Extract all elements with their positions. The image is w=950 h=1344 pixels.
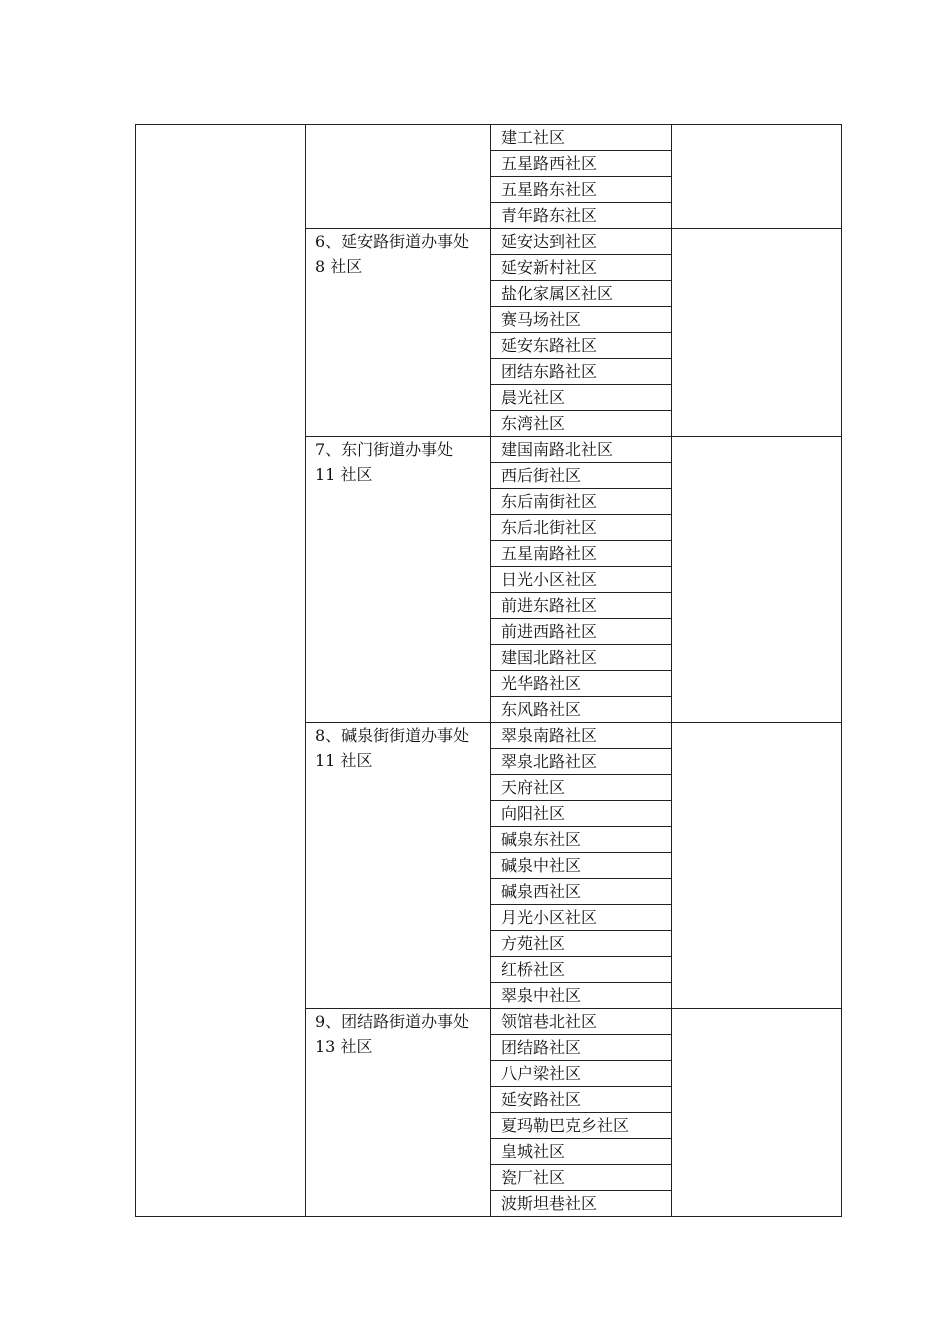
community-cell: 建国北路社区 [491, 645, 672, 671]
community-cell: 延安达到社区 [491, 229, 672, 255]
community-cell: 东后北街社区 [491, 515, 672, 541]
remarks-cell [672, 437, 842, 723]
subdistrict-title: 9、团结路街道办事处 [315, 1012, 470, 1031]
remarks-cell [672, 1009, 842, 1217]
community-cell: 皇城社区 [491, 1139, 672, 1165]
community-cell: 建工社区 [491, 125, 672, 151]
community-cell: 五星路西社区 [491, 151, 672, 177]
table-body [136, 125, 842, 1217]
community-cell: 建国南路北社区 [491, 437, 672, 463]
subdistrict-title: 8、碱泉街街道办事处 [315, 726, 470, 745]
community-cell: 碱泉西社区 [491, 879, 672, 905]
remarks-cell [672, 723, 842, 1009]
community-cell: 日光小区社区 [491, 567, 672, 593]
community-cell: 延安东路社区 [491, 333, 672, 359]
community-cell: 西后街社区 [491, 463, 672, 489]
remarks-cell [672, 229, 842, 437]
community-cell: 五星路东社区 [491, 177, 672, 203]
community-cell: 天府社区 [491, 775, 672, 801]
community-cell: 方苑社区 [491, 931, 672, 957]
community-cell: 前进西路社区 [491, 619, 672, 645]
subdistrict-cell [306, 723, 491, 1009]
community-cell: 向阳社区 [491, 801, 672, 827]
community-cell: 红桥社区 [491, 957, 672, 983]
district-community-table [135, 124, 842, 1217]
subdistrict-title: 6、延安路街道办事处 [315, 232, 470, 251]
community-cell: 翠泉中社区 [491, 983, 672, 1009]
community-cell: 赛马场社区 [491, 307, 672, 333]
community-cell: 月光小区社区 [491, 905, 672, 931]
community-cell: 延安新村社区 [491, 255, 672, 281]
subdistrict-count: 8 社区 [315, 257, 363, 276]
community-cell: 波斯坦巷社区 [491, 1191, 672, 1217]
community-cell: 晨光社区 [491, 385, 672, 411]
community-cell: 碱泉中社区 [491, 853, 672, 879]
table-row [136, 125, 842, 151]
community-cell: 碱泉东社区 [491, 827, 672, 853]
subdistrict-count: 11 社区 [315, 465, 373, 484]
community-cell: 东后南街社区 [491, 489, 672, 515]
community-cell: 八户梁社区 [491, 1061, 672, 1087]
community-cell: 东湾社区 [491, 411, 672, 437]
subdistrict-cell [306, 125, 491, 229]
community-cell: 团结东路社区 [491, 359, 672, 385]
subdistrict-count: 11 社区 [315, 751, 373, 770]
community-cell: 团结路社区 [491, 1035, 672, 1061]
community-cell: 青年路东社区 [491, 203, 672, 229]
community-cell: 前进东路社区 [491, 593, 672, 619]
subdistrict-cell [306, 437, 491, 723]
remarks-cell [672, 125, 842, 229]
community-cell: 盐化家属区社区 [491, 281, 672, 307]
community-cell: 领馆巷北社区 [491, 1009, 672, 1035]
subdistrict-count: 13 社区 [315, 1037, 373, 1056]
community-cell: 翠泉南路社区 [491, 723, 672, 749]
community-cell: 瓷厂社区 [491, 1165, 672, 1191]
community-cell: 延安路社区 [491, 1087, 672, 1113]
district-cell [136, 125, 306, 1217]
subdistrict-title: 7、东门街道办事处 [315, 440, 454, 459]
subdistrict-cell [306, 1009, 491, 1217]
community-cell: 翠泉北路社区 [491, 749, 672, 775]
community-cell: 光华路社区 [491, 671, 672, 697]
community-cell: 东风路社区 [491, 697, 672, 723]
community-cell: 夏玛勒巴克乡社区 [491, 1113, 672, 1139]
subdistrict-cell [306, 229, 491, 437]
community-cell: 五星南路社区 [491, 541, 672, 567]
